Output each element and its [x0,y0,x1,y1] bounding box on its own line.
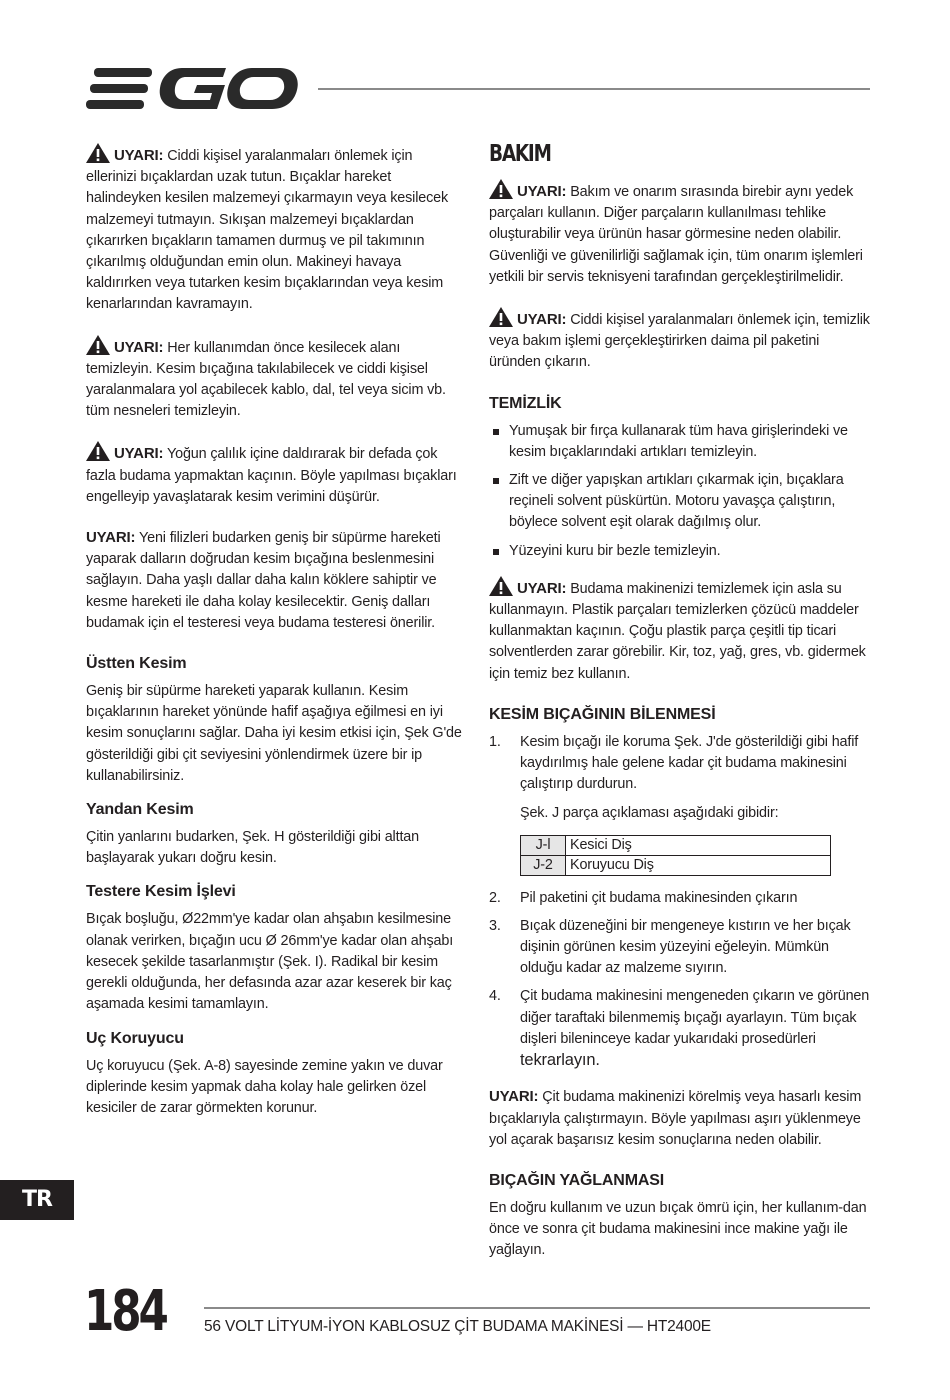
warning-label: UYARI: [517,579,567,597]
warning-triangle-icon [489,179,513,199]
warning-text: Yoğun çalılık içine daldırarak bir defada çok fazla budama yapmaktan kaçının. Böyle yapılması bıçakları engelleyip yavaşlatarak kesim verimini düşürür. [86,446,457,505]
step-text: Kesim bıçağı ile koruma Şek. J'de gösterildiği gibi hafif kaydırılmış hale gelene kadar çit budama makinesini çalıştırıp durdurun. [520,733,859,793]
language-tab: TR [0,1180,74,1220]
sharpening-steps [489,732,873,1072]
warning-text: Ciddi kişisel yaralanmaları önlemek için ellerinizi bıçaklardan uzak tutun. Bıçaklar hareket halindeyken kesilen malzemeyi çıkarmayın veya kesilecek malzemeyi tutmayın. Sıkışan malzemeyi bıçaklardan çıkarırken bıçakların tamamen durmuş ve pil takımının çıkarılmış olduğundan emin olun. Makineyi havaya kaldırırken veya tutarken kesim bıçaklarından veya kesim kenarlarından kavramayın. [86,148,449,313]
warning-clear-area [86,335,464,423]
part-name: Kesici Diş [566,835,831,855]
step-number: 3. [489,917,501,934]
warning-triangle-icon [489,576,513,596]
list-item [489,986,873,1072]
list-item [489,888,873,909]
warning-label: UYARI: [114,445,164,463]
warning-spare-parts [489,179,873,288]
footer-title: 56 VOLT LİTYUM-İYON KABLOSUZ ÇİT BUDAMA MAKİNESİ — HT2400E [204,1318,711,1335]
note-label: UYARI: [86,529,136,547]
top-cut-text: Geniş bir süpürme hareketi yaparak kullanın. Kesim bıçaklarının hareket yönünde hafif aşağıya eğilmesi en iyi kesim sonuçlarını sağlar. Daha iyi kesim etkisi için, Şek G'de gösterildiği gibi çit seviyesini yönlendirmek üzere bir ip kullanabilirsiniz. [86,683,462,784]
right-column [489,143,873,1262]
warning-hands [86,143,464,316]
warning-triangle-icon [86,441,110,461]
header-rule [318,88,870,90]
part-code: J-l [521,835,566,855]
warning-triangle-icon [86,335,110,355]
tip-guard-text: Uç koruyucu (Şek. A-8) sayesinde zemine yakın ve duvar diplerinde kesim yapmak daha kolay hale gelirken özel kesiciler de zarar görmekten korunur. [86,1057,443,1116]
section-title-maintenance: BAKIM [489,141,551,167]
list-item [489,732,873,876]
step-text: Pil paketini çit budama makinesinden çıkarın [520,889,798,906]
step-text: Bıçak düzeneğini bir mengeneye kıstırın ve her bıçak dişinin görünen kesim yüzeyini eğeleyin. Mümkün olduğu kadar az malzeme sıyırın. [520,917,851,977]
ego-logo [86,66,298,112]
step-note: Şek. J parça açıklaması aşağıdaki gibidir: [520,805,779,822]
warning-label: UYARI: [517,183,567,200]
step-number: 4. [489,988,501,1005]
warning-no-water [489,576,873,685]
heading-top-cut: Üstten Kesim [86,655,187,673]
heading-saw-cut: Testere Kesim İşlevi [86,883,236,901]
parts-table [520,835,831,876]
side-cut-text: Çitin yanlarını budarken, Şek. H gösterildiği gibi alttan başlayarak yukarı doğru kesin. [86,829,420,867]
warning-text: Bakım ve onarım sırasında birebir aynı yedek parçaları kullanın. Diğer parçaların kullanılması tehlike oluşturabilir veya ürünün hasar görmesine neden olabilir. Güvenliği ve güvenilirliği sağlamak için, tüm onarım işlemleri yetkili bir servis teknisyeni tarafından gerçekleştirilmelidir. [489,184,863,285]
note-dull-blades [489,1086,873,1151]
warning-label: UYARI: [517,311,567,329]
note-label: UYARI: [489,1088,539,1106]
part-code: J-2 [521,855,566,875]
table-row [521,835,831,855]
cleaning-list [489,421,873,562]
note-text: Çit budama makinenizi körelmiş veya hasarlı kesim bıçaklarıyla çalıştırmayın. Böyle yapılması aşırı yüklenmeye yol açarak başarısız kesim sonuçlarına neden olabilir. [489,1089,862,1148]
lubrication-text: En doğru kullanım ve uzun bıçak ömrü için, her kullanım-dan önce ve sonra çit budama makinesini ince makine yağı ile yağlayın. [489,1199,867,1259]
footer-rule [204,1307,870,1309]
saw-cut-text: Bıçak boşluğu, Ø22mm'ye kadar olan ahşabın kesilmesine olanak verirken, bıçağın ucu Ø 26mm'ye kadar olan ahşabı kesecek şekilde tasarlanmıştır (Şek. I). Radikal bir kesim gerekli olduğunda, her defasında azar azar keserek bir kaç aşamada kesimi tamamlayın. [86,911,454,1013]
heading-tip-guard: Uç Koruyucu [86,1029,184,1047]
warning-text: Her kullanımdan önce kesilecek alanı temizleyin. Kesim bıçağına takılabilecek ve ciddi kişisel yaralanmalara yol açabilecek kablo, dal, tel veya sicim vb. tüm nesneleri temizleyin. [86,339,446,420]
warning-text: Ciddi kişisel yaralanmaları önlemek için, temizlik veya bakım işlemi gerçekleştirirken daima pil paketini üründen çıkarın. [489,312,870,371]
warning-dense-bush [86,441,464,508]
note-text: Yeni filizleri budarken geniş bir süpürme hareketi yaparak dalların doğrudan kesim bıçağına beslenmesini sağlayın. Daha yaşlı dallar daha kalın köklere sahiptir ve kesme hareketi ile daha kolay kesilecektir. Geniş dalları budamak için el testeresi veya budama testeresi önerilir. [86,530,441,631]
warning-triangle-icon [86,143,110,163]
note-new-shoots [86,527,464,634]
part-name: Koruyucu Diş [566,855,831,875]
list-item [489,916,873,980]
list-item: Yüzeyini kuru bir bezle temizleyin. [489,541,873,562]
list-item: Zift ve diğer yapışkan artıkları çıkarmak için, bıçaklara reçineli solvent püskürtün. Motoru yavaşça çalıştırın, böylece solvent eşit olarak dağılmış olur. [489,470,873,534]
list-item: Yumuşak bir fırça kullanarak tüm hava girişlerindeki ve kesim bıçaklarındaki artıkları temizleyin. [489,421,873,463]
heading-sharpening: KESİM BIÇAĞININ BİLENMESİ [489,705,716,723]
step-number: 2. [489,889,501,906]
warning-remove-battery [489,307,873,374]
step-number: 1. [489,733,501,750]
page-number: 184 [84,1279,166,1344]
step-text-tail: tekrarlayın. [520,1051,600,1070]
warning-label: UYARI: [114,338,164,356]
step-text: Çit budama makinesini mengeneden çıkarın ve görünen diğer taraftaki bilenmemiş bıçağı ayarlayın. Tüm bıçak dişleri bileninceye kadar yukarıdaki prosedürleri [520,988,870,1047]
heading-cleaning: TEMİZLİK [489,394,562,412]
warning-triangle-icon [489,307,513,327]
warning-text: Budama makinenizi temizlemek için asla su kullanmayın. Plastik parçaları temizlerken çözücü maddeler kullanmaktan kaçının. Çoğu plastik parça çeşitli tip ticari solventlerden zarar görebilir. Kir, toz, yağ, gres, vb. gidermek için temiz bez kullanın. [489,580,866,682]
left-column [86,143,464,1138]
warning-label: UYARI: [114,147,164,164]
table-row [521,855,831,875]
heading-side-cut: Yandan Kesim [86,801,194,819]
heading-lubrication: BIÇAĞIN YAĞLANMASI [489,1171,665,1189]
